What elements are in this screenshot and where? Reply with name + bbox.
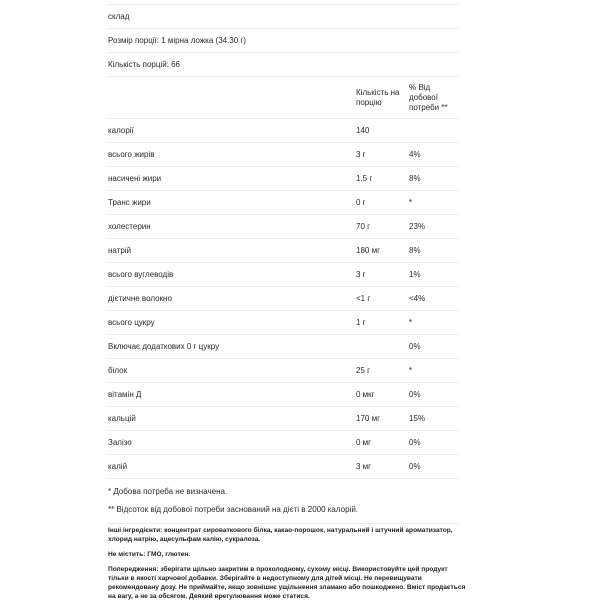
nutrient-name: насичені жири	[108, 167, 356, 191]
servings-count: Кількість порцій: 66	[108, 52, 458, 76]
nutrient-name: білок	[108, 359, 356, 383]
nutrient-name: всього цукру	[108, 311, 356, 335]
nutrient-name: калій	[108, 455, 356, 479]
nutrient-amount: 1 г	[356, 311, 409, 335]
nutrient-dv: 0%	[409, 431, 458, 455]
nutrient-dv: 4%	[409, 143, 458, 167]
nutrient-name: кальцій	[108, 407, 356, 431]
nutrient-amount: 0 г	[356, 191, 409, 215]
footnote-percent-basis: ** Відсоток від добової потреби заснований на дієті в 2000 калорій.	[108, 505, 359, 514]
nutrient-dv: 1%	[409, 263, 458, 287]
table-row	[108, 455, 458, 479]
nutrient-amount: 3 мг	[356, 455, 409, 479]
nutrient-amount: 25 г	[356, 359, 409, 383]
table-row	[108, 119, 458, 143]
nutrient-dv: *	[409, 359, 458, 383]
nutrient-dv: 8%	[409, 239, 458, 263]
free-of: Не містить: ГМО, глютен.	[108, 551, 191, 558]
serving-size: Розмір порції: 1 мірна ложка (34.30 г)	[108, 28, 458, 52]
nutrition-table	[108, 76, 458, 479]
nutrient-amount: 170 мг	[356, 407, 409, 431]
nutrient-name: вітамін Д	[108, 383, 356, 407]
nutrient-amount: 180 мг	[356, 239, 409, 263]
nutrient-dv: 0%	[409, 335, 458, 359]
nutrient-dv: 0%	[409, 383, 458, 407]
nutrient-amount: 3 г	[356, 263, 409, 287]
table-row	[108, 431, 458, 455]
table-row	[108, 407, 458, 431]
nutrient-amount	[356, 335, 409, 359]
nutrient-dv: 23%	[409, 215, 458, 239]
table-row	[108, 191, 458, 215]
warning: Попередження: зберігати щільно закритим в прохолодному, сухому місці. Використовуйте цей продукт тільки в якості харчової добавки. Зберігайте в недоступному для дітей місці. Не перевищувати рекомендовану дозу. Не приймайте, якщо зовнішнє ущільнення зламано або пошкоджено. Вміст продається на вагу, а не за обсягом. Деякий врегулювання може статися.	[108, 566, 466, 600]
table-row	[108, 311, 458, 335]
nutrient-dv: *	[409, 191, 458, 215]
nutrient-amount: 70 г	[356, 215, 409, 239]
nutrient-amount: 140	[356, 119, 409, 143]
nutrient-name: холестерин	[108, 215, 356, 239]
composition-label: склад	[108, 4, 458, 28]
table-row	[108, 359, 458, 383]
table-row	[108, 143, 458, 167]
nutrient-name: дієтичне волокно	[108, 287, 356, 311]
header-amount: Кількість на порцію	[356, 77, 409, 119]
nutrient-amount: 3 г	[356, 143, 409, 167]
nutrient-name: Включає додаткових 0 г цукру	[108, 335, 356, 359]
nutrient-amount: 0 мг	[356, 431, 409, 455]
table-row	[108, 287, 458, 311]
product-notes	[108, 526, 468, 607]
table-row	[108, 383, 458, 407]
nutrient-dv: 8%	[409, 167, 458, 191]
nutrient-dv	[409, 119, 458, 143]
nutrient-dv: 0%	[409, 455, 458, 479]
footnote-not-defined: * Добова потреба не визначена.	[108, 487, 228, 496]
nutrient-name: всього жирів	[108, 143, 356, 167]
table-row	[108, 239, 458, 263]
table-row	[108, 263, 458, 287]
table-row	[108, 215, 458, 239]
table-row	[108, 335, 458, 359]
nutrient-name: Залізо	[108, 431, 356, 455]
nutrition-facts	[108, 0, 458, 524]
nutrient-name: Транс жири	[108, 191, 356, 215]
nutrient-dv: 15%	[409, 407, 458, 431]
nutrient-name: всього вуглеводів	[108, 263, 356, 287]
table-header-row	[108, 77, 458, 119]
header-nutrient	[108, 77, 356, 119]
nutrient-name: калорії	[108, 119, 356, 143]
nutrient-amount: 1.5 г	[356, 167, 409, 191]
nutrient-dv: <4%	[409, 287, 458, 311]
divider	[108, 523, 458, 524]
table-row	[108, 167, 458, 191]
nutrient-dv: *	[409, 311, 458, 335]
nutrient-amount: <1 г	[356, 287, 409, 311]
nutrient-name: натрій	[108, 239, 356, 263]
other-ingredients: Інші інгредієнти: концентрат сироваткового білка, какао-порошок, натуральний і штучний ароматизатор, хлорид натрію, ацесульфам калію, сукралоза.	[108, 527, 453, 543]
nutrient-amount: 0 мкг	[356, 383, 409, 407]
header-daily-value: % Від добової потреби **	[409, 77, 458, 119]
